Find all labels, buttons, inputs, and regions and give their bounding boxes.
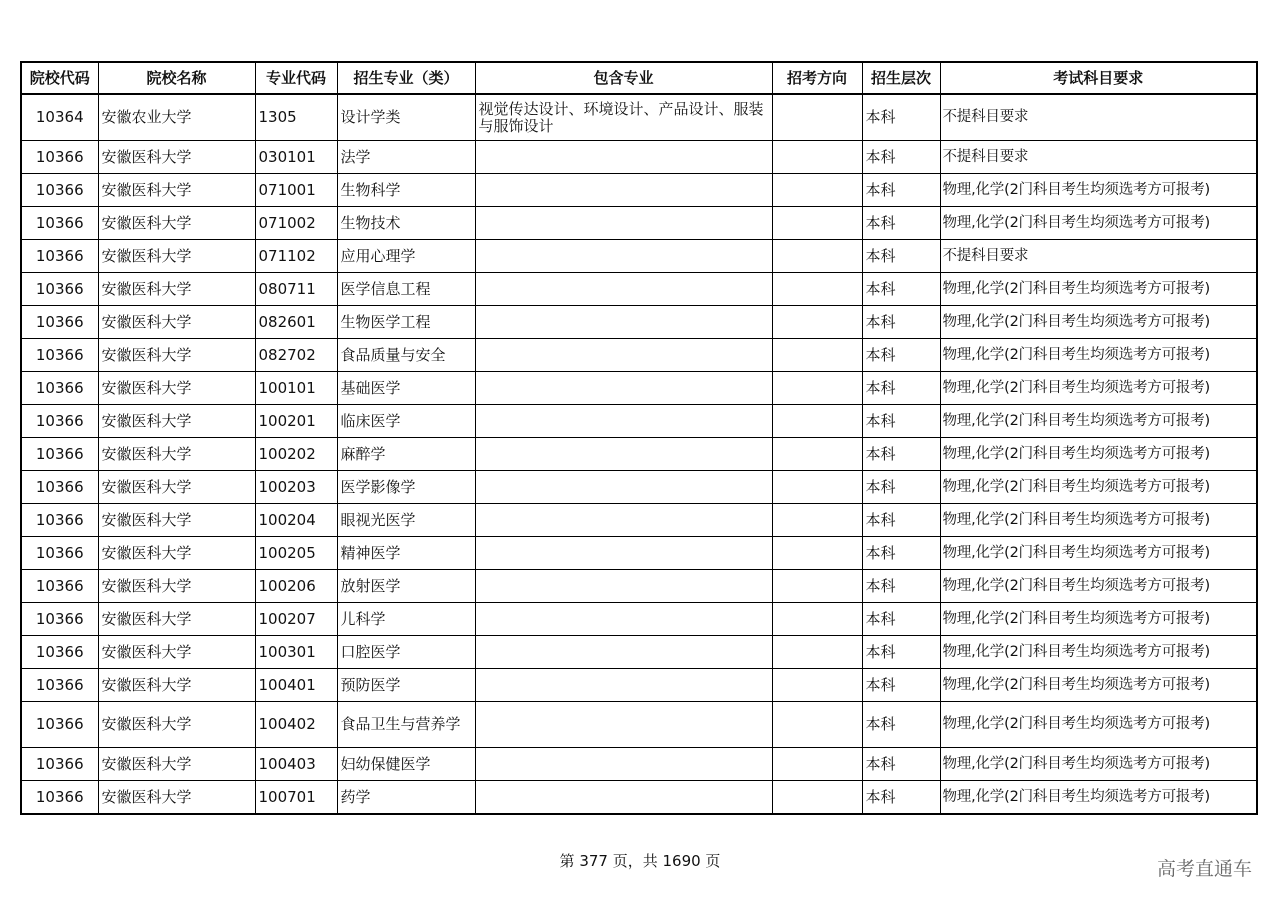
cell-major-category: 食品卫生与营养学 [337,702,475,748]
cell-school-code: 10366 [21,669,98,702]
cell-level: 本科 [862,504,940,537]
cell-major-category: 生物技术 [337,207,475,240]
table-row [21,471,1257,504]
cell-school-code: 10366 [21,207,98,240]
cell-level: 本科 [862,339,940,372]
cell-major-category: 放射医学 [337,570,475,603]
table-row [21,372,1257,405]
cell-major-category: 精神医学 [337,537,475,570]
cell-subject-requirement: 不提科目要求 [940,141,1257,174]
cell-included-majors [475,372,772,405]
cell-major-code: 071002 [255,207,337,240]
cell-level: 本科 [862,273,940,306]
cell-subject-requirement: 物理,化学(2门科目考生均须选考方可报考) [940,207,1257,240]
cell-subject-requirement: 物理,化学(2门科目考生均须选考方可报考) [940,405,1257,438]
table-row [21,141,1257,174]
cell-included-majors [475,504,772,537]
cell-school-code: 10366 [21,570,98,603]
cell-direction [772,273,862,306]
cell-major-category: 妇幼保健医学 [337,748,475,781]
cell-level: 本科 [862,372,940,405]
watermark-logo-text: 高考直通车 [1156,858,1252,880]
cell-included-majors [475,240,772,273]
cell-major-code: 100403 [255,748,337,781]
header-subject-requirement: 考试科目要求 [940,62,1257,94]
cell-direction [772,636,862,669]
cell-major-code: 100402 [255,702,337,748]
header-school-code: 院校代码 [21,62,98,94]
table-row [21,570,1257,603]
cell-school-code: 10366 [21,273,98,306]
table-row [21,405,1257,438]
cell-major-code: 030101 [255,141,337,174]
cell-major-code: 100207 [255,603,337,636]
table-row [21,781,1257,815]
cell-major-code: 100201 [255,405,337,438]
cell-school-code: 10366 [21,702,98,748]
cell-school-code: 10366 [21,471,98,504]
cell-major-code: 071001 [255,174,337,207]
cell-included-majors [475,273,772,306]
cell-major-code: 082601 [255,306,337,339]
cell-school-code: 10366 [21,537,98,570]
cell-major-code: 100401 [255,669,337,702]
cell-direction [772,781,862,815]
cell-direction [772,141,862,174]
cell-direction [772,306,862,339]
cell-included-majors [475,306,772,339]
cell-level: 本科 [862,570,940,603]
cell-level: 本科 [862,748,940,781]
cell-included-majors [475,141,772,174]
cell-subject-requirement: 物理,化学(2门科目考生均须选考方可报考) [940,174,1257,207]
cell-level: 本科 [862,702,940,748]
table-row [21,636,1257,669]
header-included-majors: 包含专业 [475,62,772,94]
cell-major-code: 080711 [255,273,337,306]
cell-school-name: 安徽医科大学 [98,748,255,781]
cell-subject-requirement: 物理,化学(2门科目考生均须选考方可报考) [940,537,1257,570]
cell-major-category: 法学 [337,141,475,174]
cell-school-name: 安徽医科大学 [98,471,255,504]
cell-included-majors [475,636,772,669]
cell-major-category: 医学影像学 [337,471,475,504]
cell-included-majors [475,748,772,781]
cell-level: 本科 [862,537,940,570]
cell-school-name: 安徽医科大学 [98,240,255,273]
cell-school-code: 10364 [21,94,98,141]
table-row [21,306,1257,339]
cell-level: 本科 [862,174,940,207]
cell-included-majors [475,207,772,240]
cell-level: 本科 [862,240,940,273]
cell-included-majors [475,405,772,438]
cell-school-code: 10366 [21,174,98,207]
cell-direction [772,669,862,702]
cell-subject-requirement: 物理,化学(2门科目考生均须选考方可报考) [940,438,1257,471]
cell-school-name: 安徽医科大学 [98,504,255,537]
cell-included-majors [475,471,772,504]
cell-major-category: 设计学类 [337,94,475,141]
admission-table [20,61,1258,815]
cell-direction [772,438,862,471]
cell-level: 本科 [862,669,940,702]
cell-school-name: 安徽医科大学 [98,207,255,240]
cell-major-category: 生物医学工程 [337,306,475,339]
cell-included-majors [475,669,772,702]
cell-school-name: 安徽医科大学 [98,781,255,815]
cell-school-name: 安徽医科大学 [98,306,255,339]
cell-included-majors [475,537,772,570]
cell-direction [772,405,862,438]
cell-included-majors [475,339,772,372]
table-row [21,537,1257,570]
cell-subject-requirement: 物理,化学(2门科目考生均须选考方可报考) [940,570,1257,603]
cell-included-majors [475,702,772,748]
cell-included-majors [475,438,772,471]
cell-level: 本科 [862,438,940,471]
cell-level: 本科 [862,306,940,339]
table-row [21,504,1257,537]
table-header-row [21,62,1257,94]
header-major-category: 招生专业（类） [337,62,475,94]
table-row [21,603,1257,636]
cell-level: 本科 [862,207,940,240]
table-row [21,207,1257,240]
cell-major-category: 医学信息工程 [337,273,475,306]
cell-school-name: 安徽农业大学 [98,94,255,141]
cell-school-code: 10366 [21,748,98,781]
cell-school-name: 安徽医科大学 [98,372,255,405]
cell-school-code: 10366 [21,372,98,405]
cell-subject-requirement: 物理,化学(2门科目考生均须选考方可报考) [940,748,1257,781]
cell-included-majors [475,570,772,603]
table-row [21,174,1257,207]
cell-school-code: 10366 [21,306,98,339]
cell-school-code: 10366 [21,438,98,471]
cell-direction [772,537,862,570]
cell-level: 本科 [862,471,940,504]
cell-level: 本科 [862,603,940,636]
header-school-name: 院校名称 [98,62,255,94]
cell-major-code: 100701 [255,781,337,815]
cell-included-majors [475,603,772,636]
cell-major-code: 100203 [255,471,337,504]
cell-subject-requirement: 物理,化学(2门科目考生均须选考方可报考) [940,372,1257,405]
cell-direction [772,748,862,781]
cell-major-code: 100204 [255,504,337,537]
cell-level: 本科 [862,94,940,141]
cell-school-name: 安徽医科大学 [98,141,255,174]
cell-direction [772,504,862,537]
cell-school-name: 安徽医科大学 [98,174,255,207]
cell-major-code: 100202 [255,438,337,471]
header-level: 招生层次 [862,62,940,94]
cell-school-code: 10366 [21,781,98,815]
cell-major-category: 儿科学 [337,603,475,636]
cell-school-name: 安徽医科大学 [98,636,255,669]
cell-direction [772,207,862,240]
header-direction: 招考方向 [772,62,862,94]
cell-subject-requirement: 物理,化学(2门科目考生均须选考方可报考) [940,781,1257,815]
cell-subject-requirement: 物理,化学(2门科目考生均须选考方可报考) [940,702,1257,748]
cell-major-code: 100301 [255,636,337,669]
cell-school-code: 10366 [21,339,98,372]
cell-direction [772,174,862,207]
cell-subject-requirement: 物理,化学(2门科目考生均须选考方可报考) [940,339,1257,372]
cell-subject-requirement: 物理,化学(2门科目考生均须选考方可报考) [940,273,1257,306]
cell-school-code: 10366 [21,504,98,537]
cell-school-code: 10366 [21,240,98,273]
cell-school-name: 安徽医科大学 [98,273,255,306]
cell-direction [772,339,862,372]
cell-major-category: 口腔医学 [337,636,475,669]
cell-major-category: 药学 [337,781,475,815]
cell-subject-requirement: 不提科目要求 [940,94,1257,141]
cell-included-majors: 视觉传达设计、环境设计、产品设计、服装与服饰设计 [475,94,772,141]
cell-school-code: 10366 [21,636,98,669]
cell-major-code: 071102 [255,240,337,273]
cell-major-category: 预防医学 [337,669,475,702]
cell-direction [772,94,862,141]
cell-direction [772,570,862,603]
page-number: 第 377 页，共 1690 页 [559,852,721,870]
header-major-code: 专业代码 [255,62,337,94]
cell-direction [772,471,862,504]
cell-major-code: 100206 [255,570,337,603]
cell-direction [772,702,862,748]
cell-school-code: 10366 [21,405,98,438]
cell-level: 本科 [862,781,940,815]
cell-school-code: 10366 [21,603,98,636]
table-row [21,748,1257,781]
cell-school-name: 安徽医科大学 [98,603,255,636]
cell-major-code: 1305 [255,94,337,141]
table-row [21,702,1257,748]
cell-major-category: 麻醉学 [337,438,475,471]
table-row [21,94,1257,141]
cell-level: 本科 [862,405,940,438]
cell-subject-requirement: 物理,化学(2门科目考生均须选考方可报考) [940,306,1257,339]
cell-included-majors [475,174,772,207]
table-row [21,240,1257,273]
cell-major-code: 100205 [255,537,337,570]
cell-major-category: 基础医学 [337,372,475,405]
cell-school-name: 安徽医科大学 [98,702,255,748]
cell-major-code: 100101 [255,372,337,405]
cell-school-name: 安徽医科大学 [98,570,255,603]
cell-subject-requirement: 不提科目要求 [940,240,1257,273]
cell-direction [772,603,862,636]
cell-included-majors [475,781,772,815]
cell-major-category: 应用心理学 [337,240,475,273]
cell-school-code: 10366 [21,141,98,174]
cell-major-category: 食品质量与安全 [337,339,475,372]
cell-subject-requirement: 物理,化学(2门科目考生均须选考方可报考) [940,603,1257,636]
cell-subject-requirement: 物理,化学(2门科目考生均须选考方可报考) [940,471,1257,504]
cell-major-category: 临床医学 [337,405,475,438]
cell-school-name: 安徽医科大学 [98,339,255,372]
table-row [21,438,1257,471]
table-row [21,273,1257,306]
cell-major-category: 眼视光医学 [337,504,475,537]
table-body [21,94,1257,814]
cell-direction [772,240,862,273]
table-row [21,339,1257,372]
cell-school-name: 安徽医科大学 [98,405,255,438]
cell-major-code: 082702 [255,339,337,372]
cell-subject-requirement: 物理,化学(2门科目考生均须选考方可报考) [940,504,1257,537]
cell-school-name: 安徽医科大学 [98,537,255,570]
cell-major-category: 生物科学 [337,174,475,207]
cell-level: 本科 [862,141,940,174]
cell-subject-requirement: 物理,化学(2门科目考生均须选考方可报考) [940,636,1257,669]
table-row [21,669,1257,702]
cell-school-name: 安徽医科大学 [98,438,255,471]
cell-subject-requirement: 物理,化学(2门科目考生均须选考方可报考) [940,669,1257,702]
cell-level: 本科 [862,636,940,669]
cell-school-name: 安徽医科大学 [98,669,255,702]
cell-direction [772,372,862,405]
